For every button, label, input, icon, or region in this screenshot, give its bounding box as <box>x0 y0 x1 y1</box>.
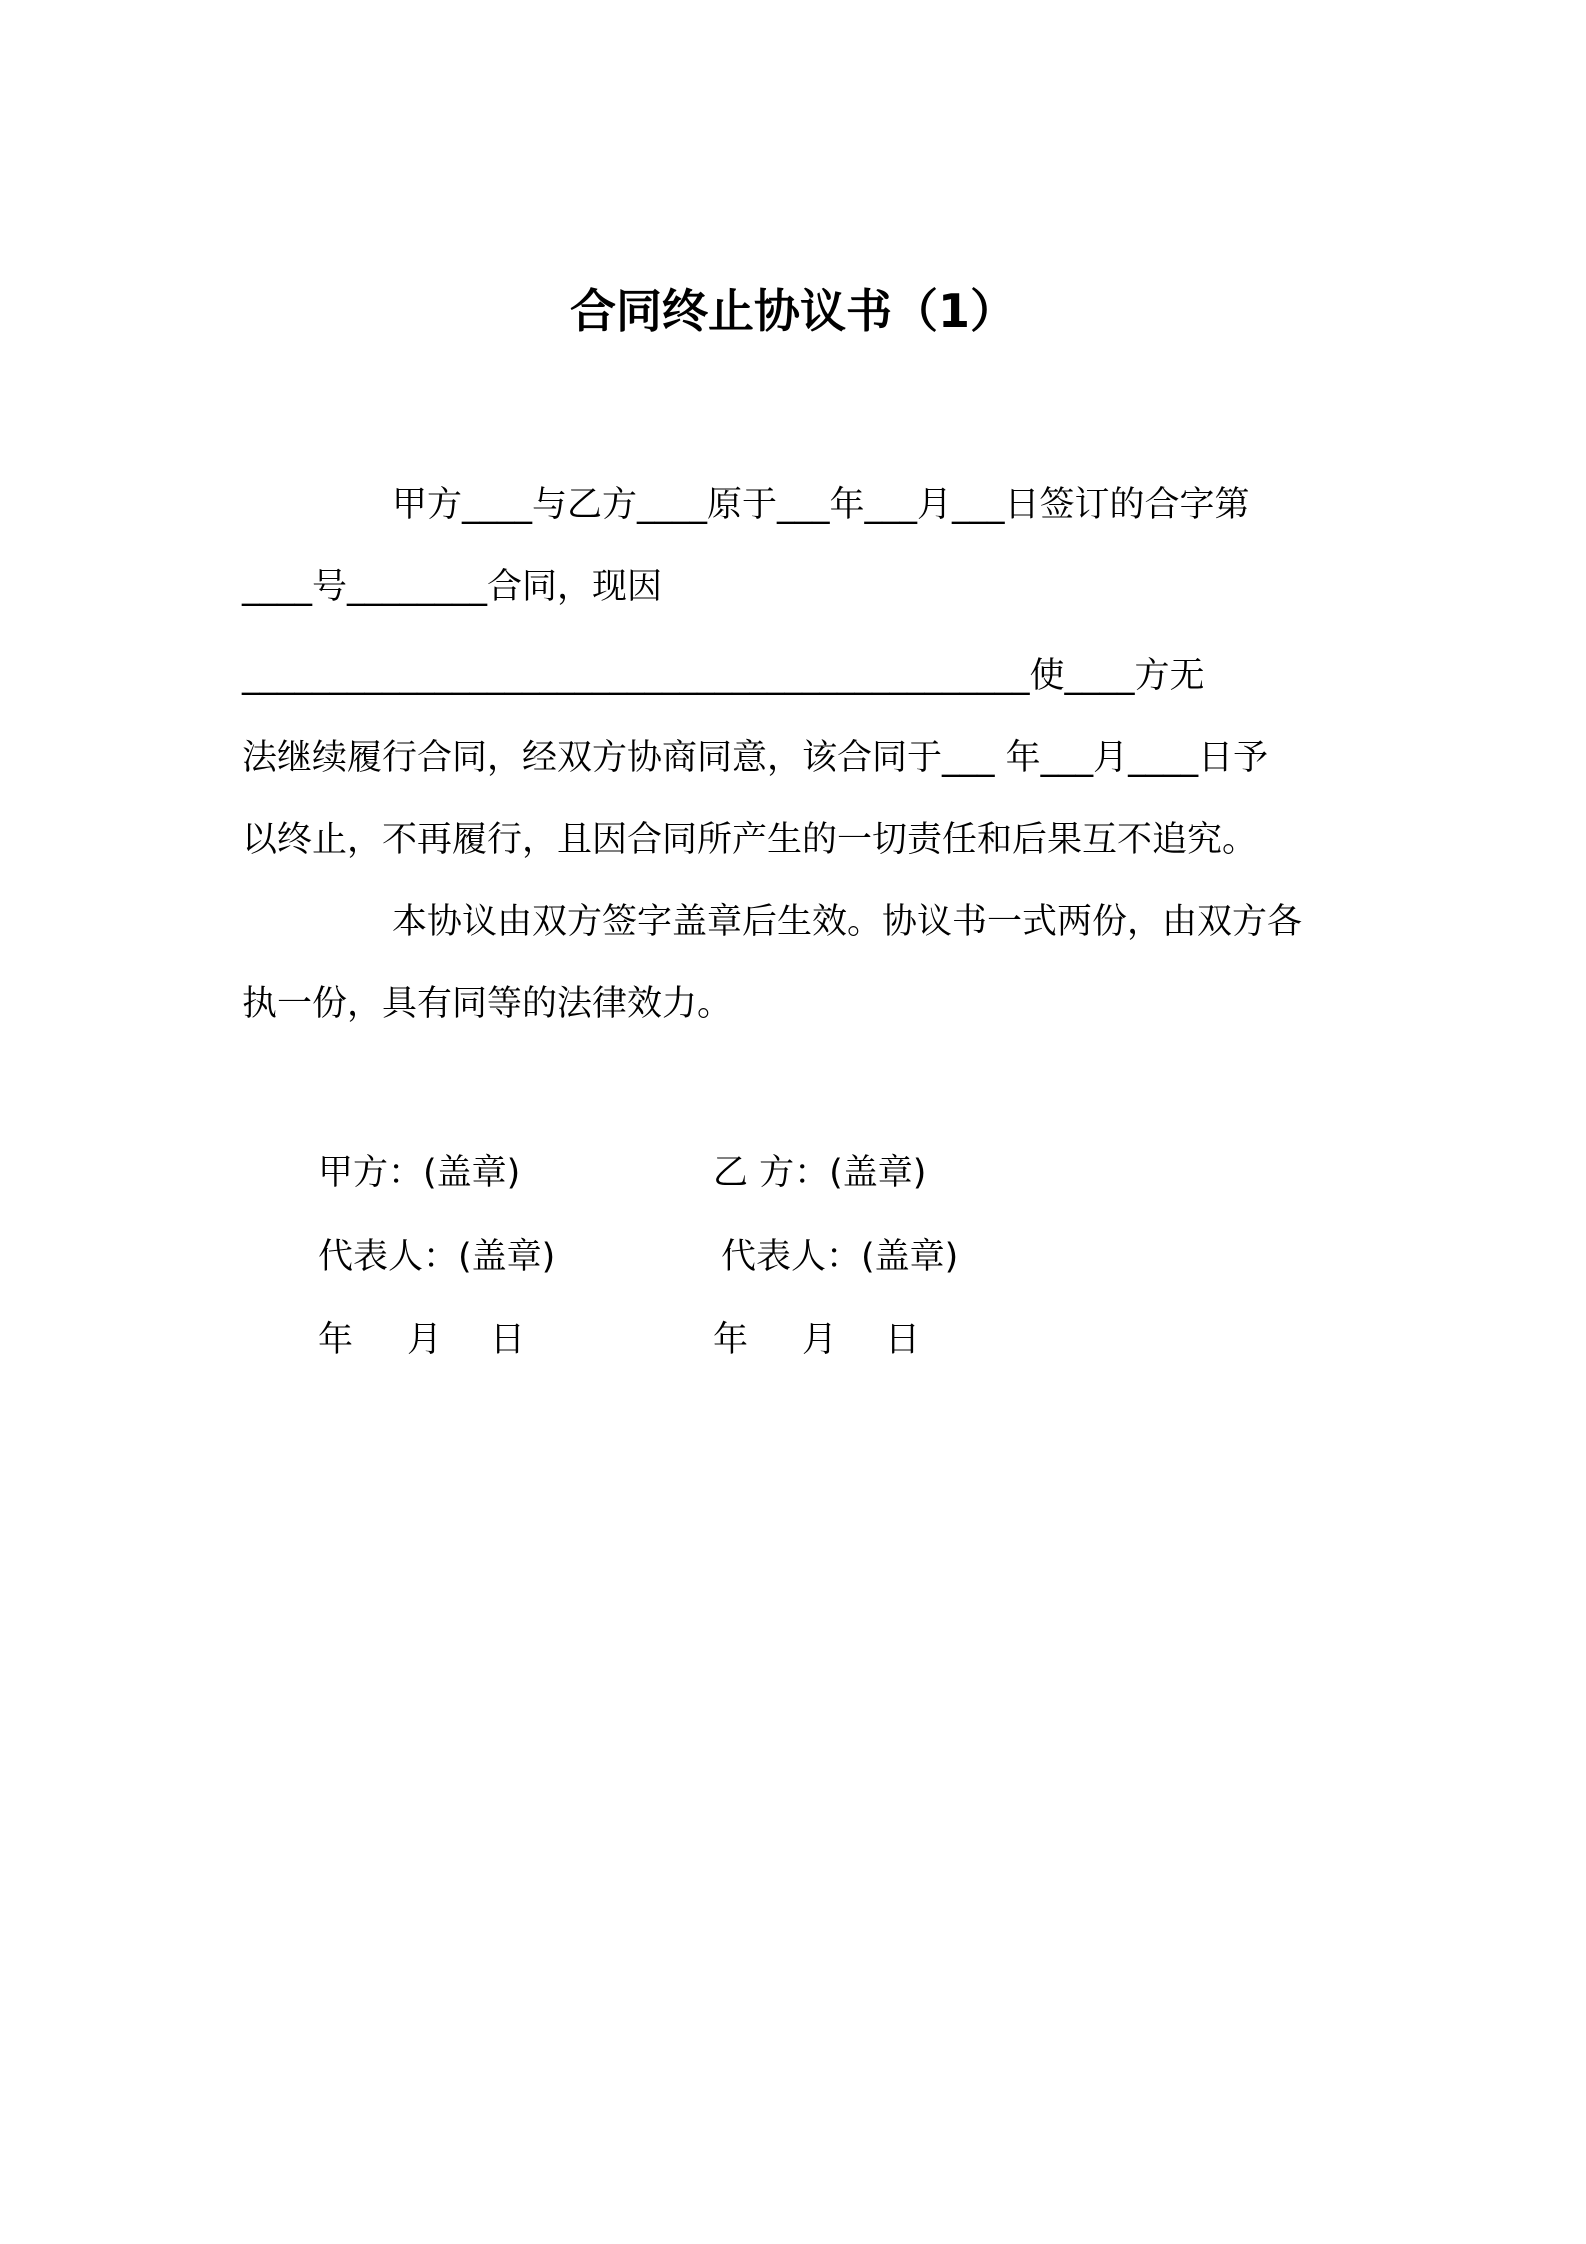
paragraph-line-text: 本协议由双方签字盖章后生效。协议书一式两份，由双方各 <box>392 902 1303 942</box>
party-a-representative-label: 代表人：(盖章) <box>318 1237 556 1277</box>
party-b-representative-label: 代表人：(盖章) <box>721 1237 959 1277</box>
date-month: 月 <box>407 1320 443 1360</box>
date-year: 年 <box>713 1320 749 1360</box>
party-a-seal-label: 甲方：(盖章) <box>318 1153 521 1193</box>
date-day: 日 <box>490 1320 526 1360</box>
party-b-seal-label: 乙 方：(盖章) <box>713 1153 927 1193</box>
paragraph-line: _____________________________________________使____方无 <box>242 656 1205 696</box>
paragraph-line <box>242 480 1250 530</box>
paragraph-line: 执一份，具有同等的法律效力。 <box>242 984 733 1024</box>
party-a-date-line <box>318 1315 525 1365</box>
paragraph-line <box>242 897 1302 947</box>
document-title: 合同终止协议书（1） <box>569 284 1016 338</box>
paragraph-line-text: 甲方____与乙方____原于___年___月___日签订的合字第 <box>392 485 1250 525</box>
date-year: 年 <box>318 1320 354 1360</box>
paragraph-line: 法继续履行合同，经双方协商同意，该合同于___ 年___月____日予 <box>242 738 1269 778</box>
paragraph-line: 以终止，不再履行，且因合同所产生的一切责任和后果互不追究。 <box>242 820 1258 860</box>
paragraph-line: ____号________合同，现因 <box>242 567 663 607</box>
date-month: 月 <box>802 1320 838 1360</box>
date-day: 日 <box>885 1320 921 1360</box>
party-b-date-line <box>713 1315 920 1365</box>
